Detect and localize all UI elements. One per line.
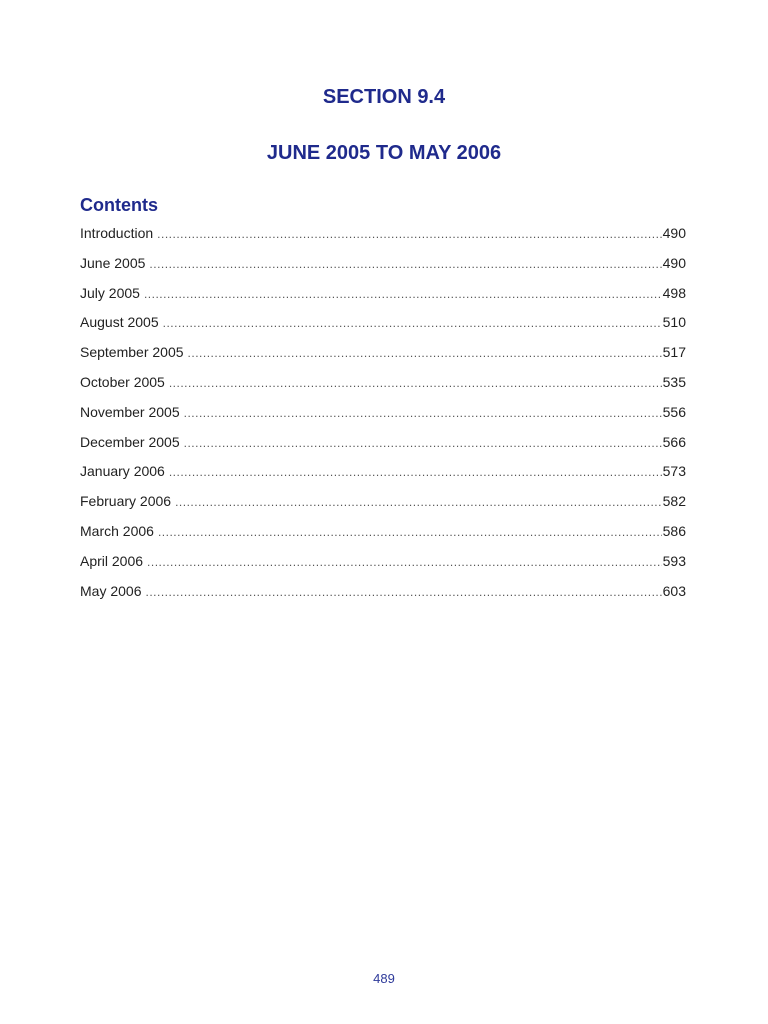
toc-entry-april-2006[interactable] — [80, 551, 686, 581]
toc-entry-label: October 2005 — [80, 373, 165, 390]
dot-leader — [188, 343, 662, 363]
toc-entry-label: June 2005 — [80, 254, 146, 271]
toc-entry-page: 490 — [662, 254, 686, 271]
toc-entry-page: 490 — [662, 225, 686, 241]
dot-leader — [158, 522, 662, 542]
dot-leader — [175, 492, 662, 512]
toc-entry-january-2006[interactable] — [80, 461, 686, 491]
toc-entry-page: 593 — [662, 552, 686, 569]
toc-entry-label: November 2005 — [80, 403, 180, 420]
period-title: JUNE 2005 TO MAY 2006 — [266, 142, 502, 164]
toc-entry-label: December 2005 — [80, 433, 180, 450]
page-number: 489 — [373, 971, 395, 986]
toc-entry-page: 535 — [662, 373, 686, 390]
toc-entry-label: Introduction — [80, 225, 154, 241]
toc-entry-page: 498 — [662, 284, 686, 301]
dot-leader — [145, 582, 661, 602]
toc-entry-may-2006[interactable] — [80, 581, 686, 611]
dot-leader — [169, 373, 662, 393]
toc-entry-page: 573 — [662, 463, 686, 480]
table-of-contents — [80, 223, 686, 610]
toc-entry-november-2005[interactable] — [80, 402, 686, 432]
dot-leader — [144, 284, 662, 304]
toc-entry-page: 566 — [662, 433, 686, 450]
dot-leader — [169, 462, 662, 482]
toc-entry-september-2005[interactable] — [80, 342, 686, 372]
toc-entry-label: July 2005 — [80, 284, 140, 301]
toc-entry-page: 603 — [662, 582, 686, 599]
toc-entry-august-2005[interactable] — [80, 312, 686, 342]
contents-heading: Contents — [80, 195, 158, 215]
toc-entry-march-2006[interactable] — [80, 521, 686, 551]
dot-leader — [184, 403, 662, 423]
toc-entry-december-2005[interactable] — [80, 432, 686, 462]
toc-entry-june-2005[interactable] — [80, 253, 686, 283]
toc-entry-october-2005[interactable] — [80, 372, 686, 402]
toc-entry-page: 556 — [662, 403, 686, 420]
toc-entry-label: April 2006 — [80, 552, 144, 569]
toc-entry-february-2006[interactable] — [80, 491, 686, 521]
toc-entry-page: 510 — [662, 314, 686, 331]
toc-entry-introduction[interactable] — [80, 223, 686, 253]
toc-entry-label: January 2006 — [80, 463, 165, 480]
toc-entry-label: May 2006 — [80, 582, 142, 599]
toc-entry-label: September 2005 — [80, 344, 184, 361]
toc-entry-label: February 2006 — [80, 493, 172, 510]
toc-entry-page: 586 — [662, 522, 686, 539]
dot-leader — [149, 254, 661, 274]
dot-leader — [163, 313, 662, 333]
toc-entry-label: August 2005 — [80, 314, 159, 331]
toc-entry-page: 517 — [662, 344, 686, 361]
section-title: SECTION 9.4 — [322, 86, 446, 108]
dot-leader — [184, 433, 662, 453]
toc-entry-label: March 2006 — [80, 522, 154, 539]
toc-entry-page: 582 — [662, 493, 686, 510]
toc-entry-july-2005[interactable] — [80, 283, 686, 313]
dot-leader — [157, 224, 661, 244]
dot-leader — [147, 552, 662, 572]
